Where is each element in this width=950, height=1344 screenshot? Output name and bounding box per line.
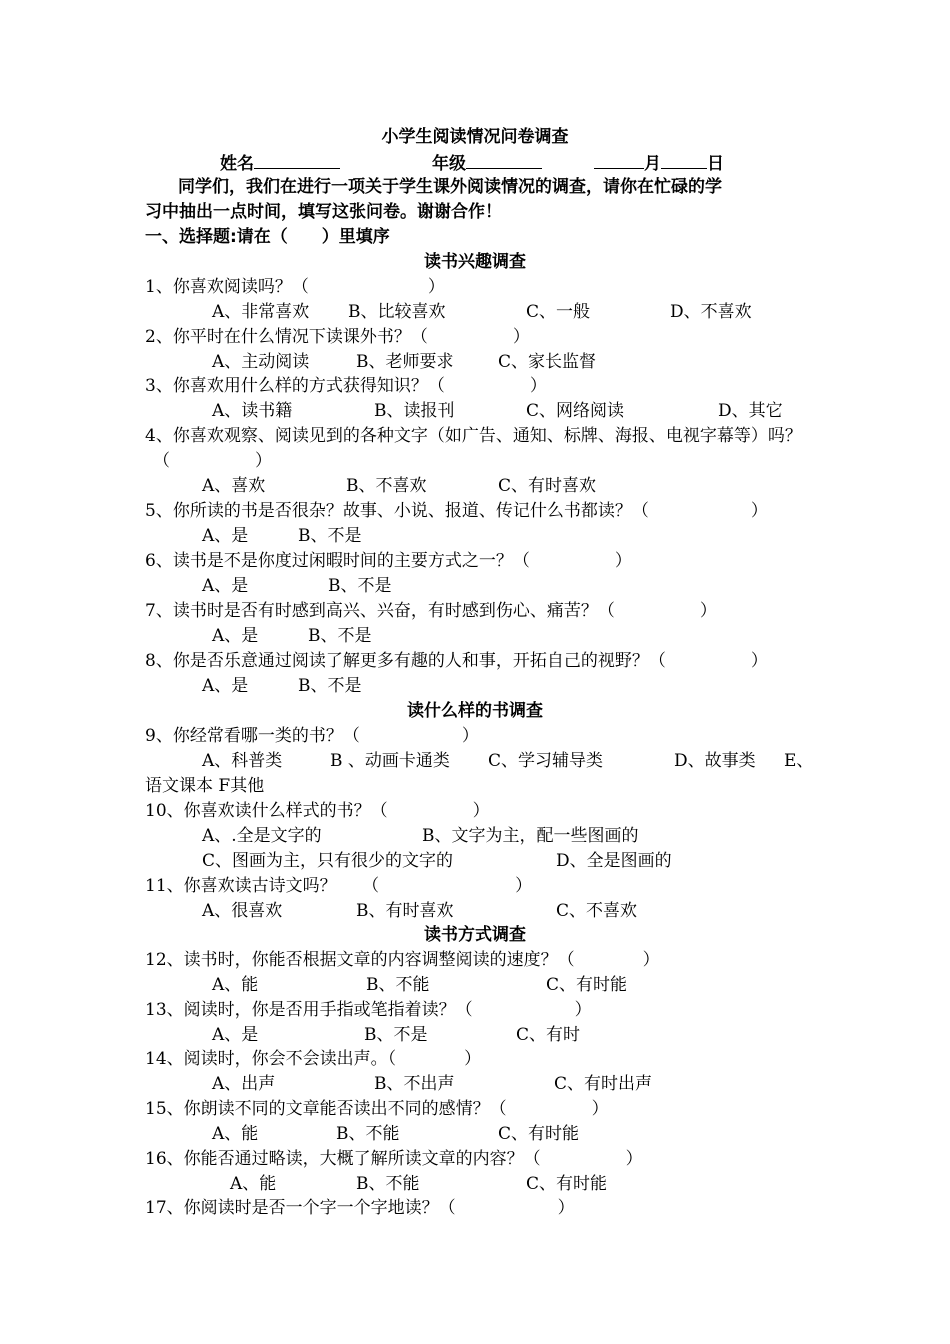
option[interactable]: B、不能 [356, 1174, 420, 1194]
question-11: 11、你喜欢读古诗文吗？ （ ） [145, 876, 533, 896]
option[interactable]: D、不喜欢 [670, 302, 752, 322]
question-4-answer: （ ） [153, 451, 272, 471]
question-5: 5、你所读的书是否很杂？故事、小说、报道、传记什么书都读？（ ） [145, 501, 768, 521]
options-2 [0, 351, 597, 373]
option[interactable]: B、不出声 [374, 1074, 455, 1094]
question-2: 2、你平时在什么情况下读课外书？（ ） [145, 327, 530, 347]
option[interactable]: C、有时 [516, 1025, 581, 1045]
option[interactable]: B、不喜欢 [346, 476, 427, 496]
heading-book-type: 读什么样的书调查 [407, 701, 543, 721]
option[interactable]: C、有时能 [546, 975, 628, 995]
option[interactable]: B、不是 [298, 526, 362, 546]
option[interactable]: C、一般 [526, 302, 591, 322]
question-15: 15、你朗读不同的文章能否读出不同的感情？（ ） [145, 1099, 609, 1119]
option[interactable]: D、其它 [718, 401, 783, 421]
question-1: 1、你喜欢阅读吗？（ ） [145, 277, 445, 297]
options-16 [0, 1173, 608, 1195]
question-9: 9、你经常看哪一类的书？（ ） [145, 726, 479, 746]
section-heading: 一、选择题:请在（ ）里填序 [145, 227, 390, 247]
option[interactable]: B、不是 [298, 676, 362, 696]
option[interactable]: C、有时能 [498, 1124, 580, 1144]
option[interactable]: A、科普类 [202, 751, 283, 771]
option[interactable]: A、喜欢 [202, 476, 266, 496]
option[interactable]: A、出声 [212, 1074, 276, 1094]
options-8 [0, 675, 362, 697]
grade-blank[interactable] [466, 151, 542, 169]
name-blank[interactable] [254, 151, 340, 169]
option[interactable]: C、有时出声 [554, 1074, 653, 1094]
option[interactable]: A、能 [212, 1124, 259, 1144]
option[interactable]: A、非常喜欢 [212, 302, 310, 322]
option[interactable]: A、读书籍 [212, 401, 293, 421]
option[interactable]: D、故事类 [674, 751, 756, 771]
options-6 [0, 575, 392, 597]
intro-line-2: 习中抽出一点时间，填写这张问卷。谢谢合作！ [145, 202, 502, 222]
option[interactable]: B、不是 [308, 626, 372, 646]
day-label: 日 [707, 154, 724, 174]
options-11 [0, 900, 638, 922]
options-1 [0, 301, 752, 323]
option[interactable]: D、全是图画的 [556, 851, 672, 871]
month-blank[interactable] [594, 151, 644, 169]
question-3: 3、你喜欢用什么样的方式获得知识？（ ） [145, 376, 547, 396]
option[interactable]: A、是 [202, 526, 249, 546]
option[interactable]: C、不喜欢 [556, 901, 638, 921]
option[interactable]: B、读报刊 [374, 401, 455, 421]
option[interactable]: B、文字为主，配一些图画的 [422, 826, 639, 846]
option[interactable]: A、能 [212, 975, 259, 995]
question-6: 6、读书是不是你度过闲暇时间的主要方式之一？（ ） [145, 551, 632, 571]
options-10-row-2 [0, 850, 672, 872]
options-14 [0, 1073, 653, 1095]
question-12: 12、读书时，你能否根据文章的内容调整阅读的速度？（ ） [145, 950, 660, 970]
option[interactable]: A、.全是文字的 [202, 826, 322, 846]
options-9 [0, 750, 814, 772]
option[interactable]: C、图画为主，只有很少的文字的 [202, 851, 454, 871]
question-10: 10、你喜欢读什么样式的书？（ ） [145, 801, 490, 821]
option[interactable]: A、是 [212, 626, 259, 646]
options-9-continued[interactable]: 语文课本 F其他 [145, 776, 265, 796]
option[interactable]: B、不能 [336, 1124, 400, 1144]
question-4: 4、你喜欢观察、阅读见到的各种文字（如广告、通知、标牌、海报、电视字幕等）吗？ [145, 426, 802, 446]
question-14: 14、阅读时，你会不会读出声。（ ） [145, 1049, 482, 1069]
question-17: 17、你阅读时是否一个字一个字地读？（ ） [145, 1198, 575, 1218]
option[interactable]: A、主动阅读 [212, 352, 310, 372]
options-3 [0, 400, 783, 422]
heading-reading-method: 读书方式调查 [424, 925, 526, 945]
options-5 [0, 525, 362, 547]
options-13 [0, 1024, 581, 1046]
question-8: 8、你是否乐意通过阅读了解更多有趣的人和事，开拓自己的视野？（ ） [145, 651, 768, 671]
option[interactable]: B、不是 [328, 576, 392, 596]
month-label: 月 [644, 154, 661, 174]
option[interactable]: C、学习辅导类 [488, 751, 604, 771]
question-16: 16、你能否通过略读，大概了解所读文章的内容？（ ） [145, 1149, 643, 1169]
option[interactable]: A、很喜欢 [202, 901, 283, 921]
option[interactable]: B、比较喜欢 [348, 302, 446, 322]
question-13: 13、阅读时，你是否用手指或笔指着读？（ ） [145, 1000, 592, 1020]
options-15 [0, 1123, 580, 1145]
day-blank[interactable] [661, 151, 707, 169]
options-10-row-1 [0, 825, 639, 847]
info-line [0, 151, 724, 174]
option[interactable]: C、有时喜欢 [498, 476, 597, 496]
options-4 [0, 475, 597, 497]
option[interactable]: B、不是 [364, 1025, 428, 1045]
option[interactable]: C、家长监督 [498, 352, 597, 372]
option[interactable]: C、网络阅读 [526, 401, 625, 421]
name-label: 姓名 [220, 154, 254, 174]
option[interactable]: B、不能 [366, 975, 430, 995]
option[interactable]: A、能 [230, 1174, 277, 1194]
question-7: 7、读书时是否有时感到高兴、兴奋，有时感到伤心、痛苦？（ ） [145, 601, 717, 621]
option[interactable]: E、 [784, 751, 814, 771]
document-title: 小学生阅读情况问卷调查 [381, 127, 569, 147]
heading-interest: 读书兴趣调查 [424, 252, 526, 272]
option[interactable]: B 、动画卡通类 [330, 751, 450, 771]
intro-line-1: 同学们，我们在进行一项关于学生课外阅读情况的调查，请你在忙碌的学 [178, 177, 722, 197]
option[interactable]: A、是 [202, 576, 249, 596]
options-7 [0, 625, 372, 647]
option[interactable]: B、有时喜欢 [356, 901, 454, 921]
grade-label: 年级 [432, 154, 466, 174]
option[interactable]: A、是 [212, 1025, 259, 1045]
options-12 [0, 974, 628, 996]
option[interactable]: C、有时能 [526, 1174, 608, 1194]
option[interactable]: A、是 [202, 676, 249, 696]
option[interactable]: B、老师要求 [356, 352, 454, 372]
